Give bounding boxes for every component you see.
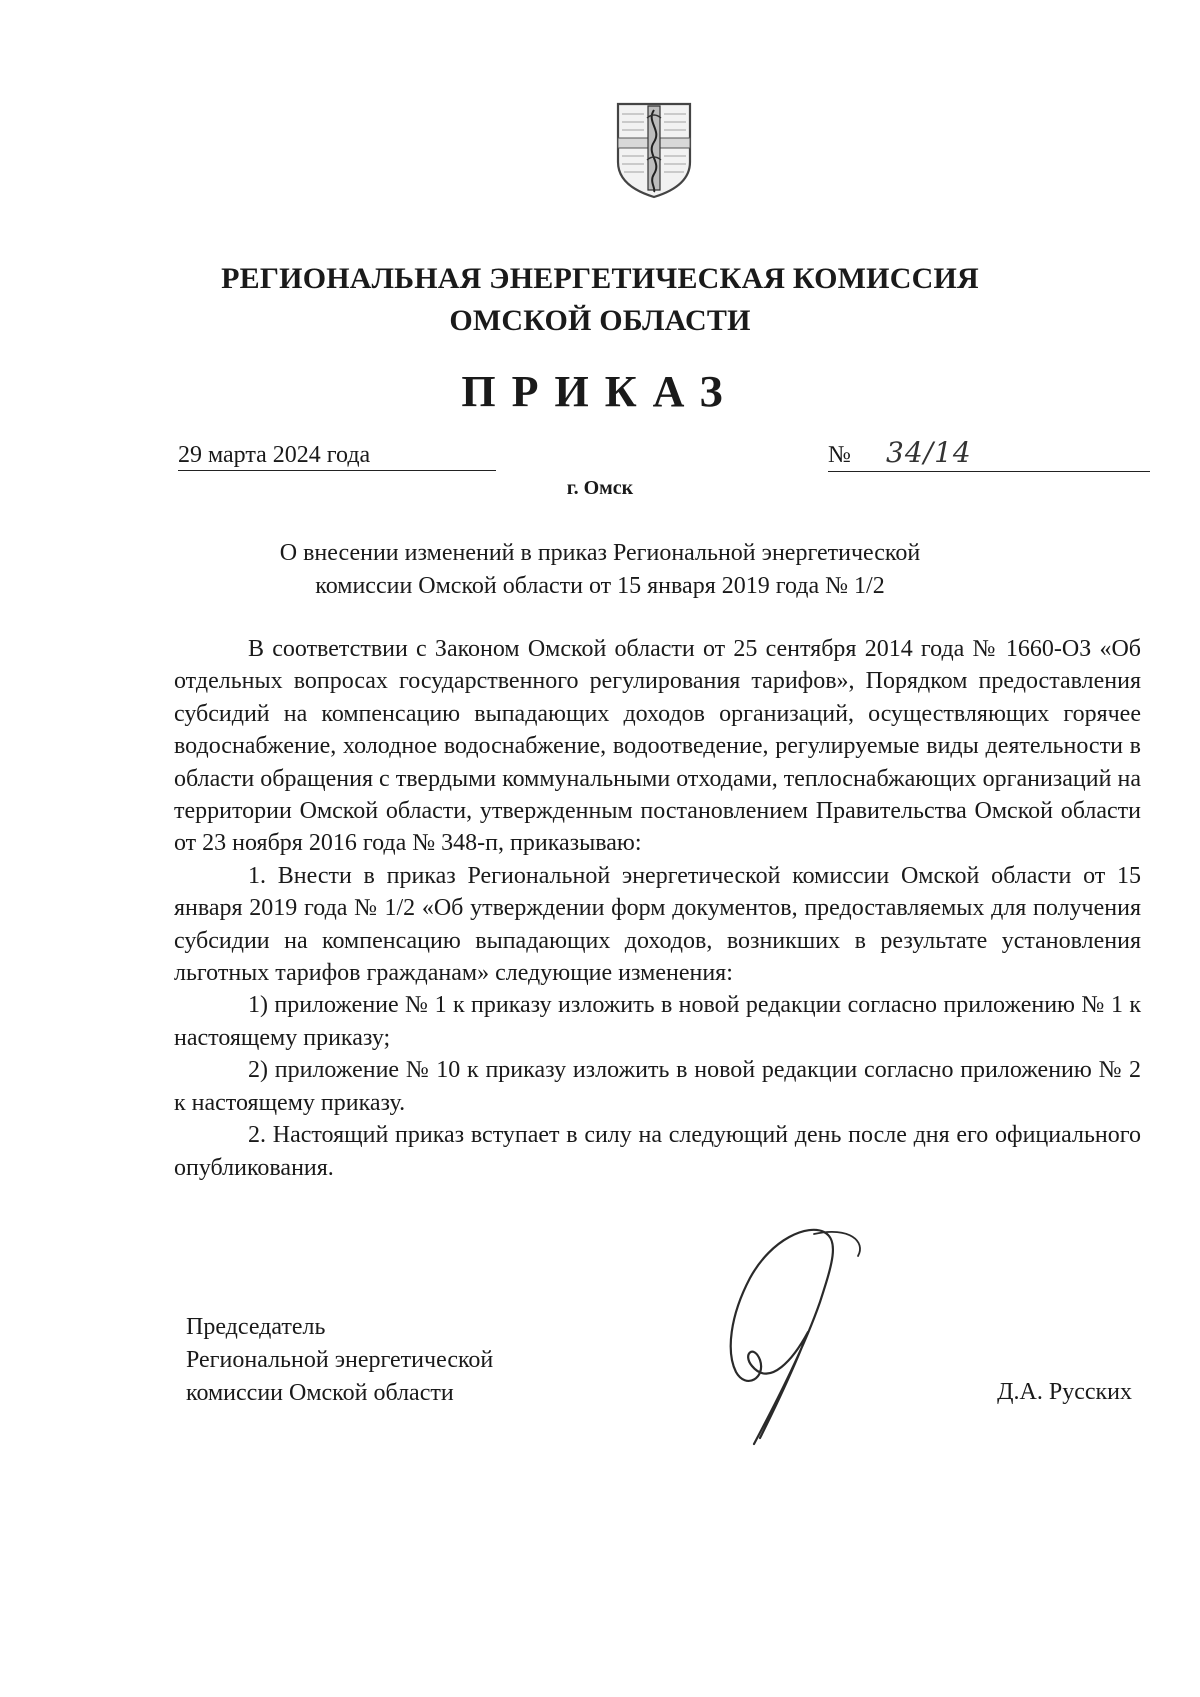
number-sign: № xyxy=(828,442,851,468)
signatory-name: Д.А. Русских xyxy=(997,1379,1132,1405)
document-date: 29 марта 2024 года xyxy=(178,440,496,471)
org-name-line2: ОМСКОЙ ОБЛАСТИ xyxy=(449,304,751,337)
coat-of-arms-icon xyxy=(614,100,694,200)
subject-line2: комиссии Омской области от 15 января 2019 года № 1/2 xyxy=(315,573,885,599)
body-paragraph: В соответствии с Законом Омской области от 25 сентября 2014 года № 1660-ОЗ «Об отдельных вопросах государственного регулирования тарифов», Порядком предоставления субсидий на компенсацию выпадающих доходов организаций, осуществляющих горячее водоснабжение, холодное водоснабжение, водоотведение, регулируемые виды деятельности в области обращения с твердыми коммунальными отходами, теплоснабжающих организаций на территории Омской области, утвержденным постановлением Правительства Омской области от 23 ноября 2016 года № 348-п, приказываю: xyxy=(174,636,1141,857)
org-name-line1: РЕГИОНАЛЬНАЯ ЭНЕРГЕТИЧЕСКАЯ КОМИССИЯ xyxy=(221,262,979,295)
body-paragraph: 2. Настоящий приказ вступает в силу на следующий день после дня его официального опубликования. xyxy=(174,1122,1141,1181)
signatory-title xyxy=(186,1311,493,1410)
document-title: ПРИКАЗ xyxy=(461,367,739,416)
document-number: 34/14 xyxy=(886,436,972,469)
body-paragraph: 1. Внести в приказ Региональной энергетической комиссии Омской области от 15 января 2019 года № 1/2 «Об утверждении форм документов, предоставляемых для получения субсидии на компенсацию выпадающих доходов, возникших в результате установления льготных тарифов гражданам» следующие изменения: xyxy=(174,862,1141,987)
signatory-title-line2: Региональной энергетической xyxy=(186,1347,494,1373)
document-city: г. Омск xyxy=(566,477,634,499)
subject-line1: О внесении изменений в приказ Региональной энергетической xyxy=(279,540,921,566)
signatory-title-line3: комиссии Омской области xyxy=(186,1380,454,1406)
document-body xyxy=(174,633,1141,1184)
body-paragraph: 2) приложение № 10 к приказу изложить в новой редакции согласно приложению № 2 к настоящему приказу. xyxy=(174,1057,1141,1116)
signatory-title-line1: Председатель xyxy=(186,1314,326,1340)
body-paragraph: 1) приложение № 1 к приказу изложить в новой редакции согласно приложению № 1 к настоящему приказу; xyxy=(174,992,1141,1051)
document-number-field xyxy=(828,438,1150,472)
handwritten-signature-icon xyxy=(690,1220,880,1450)
